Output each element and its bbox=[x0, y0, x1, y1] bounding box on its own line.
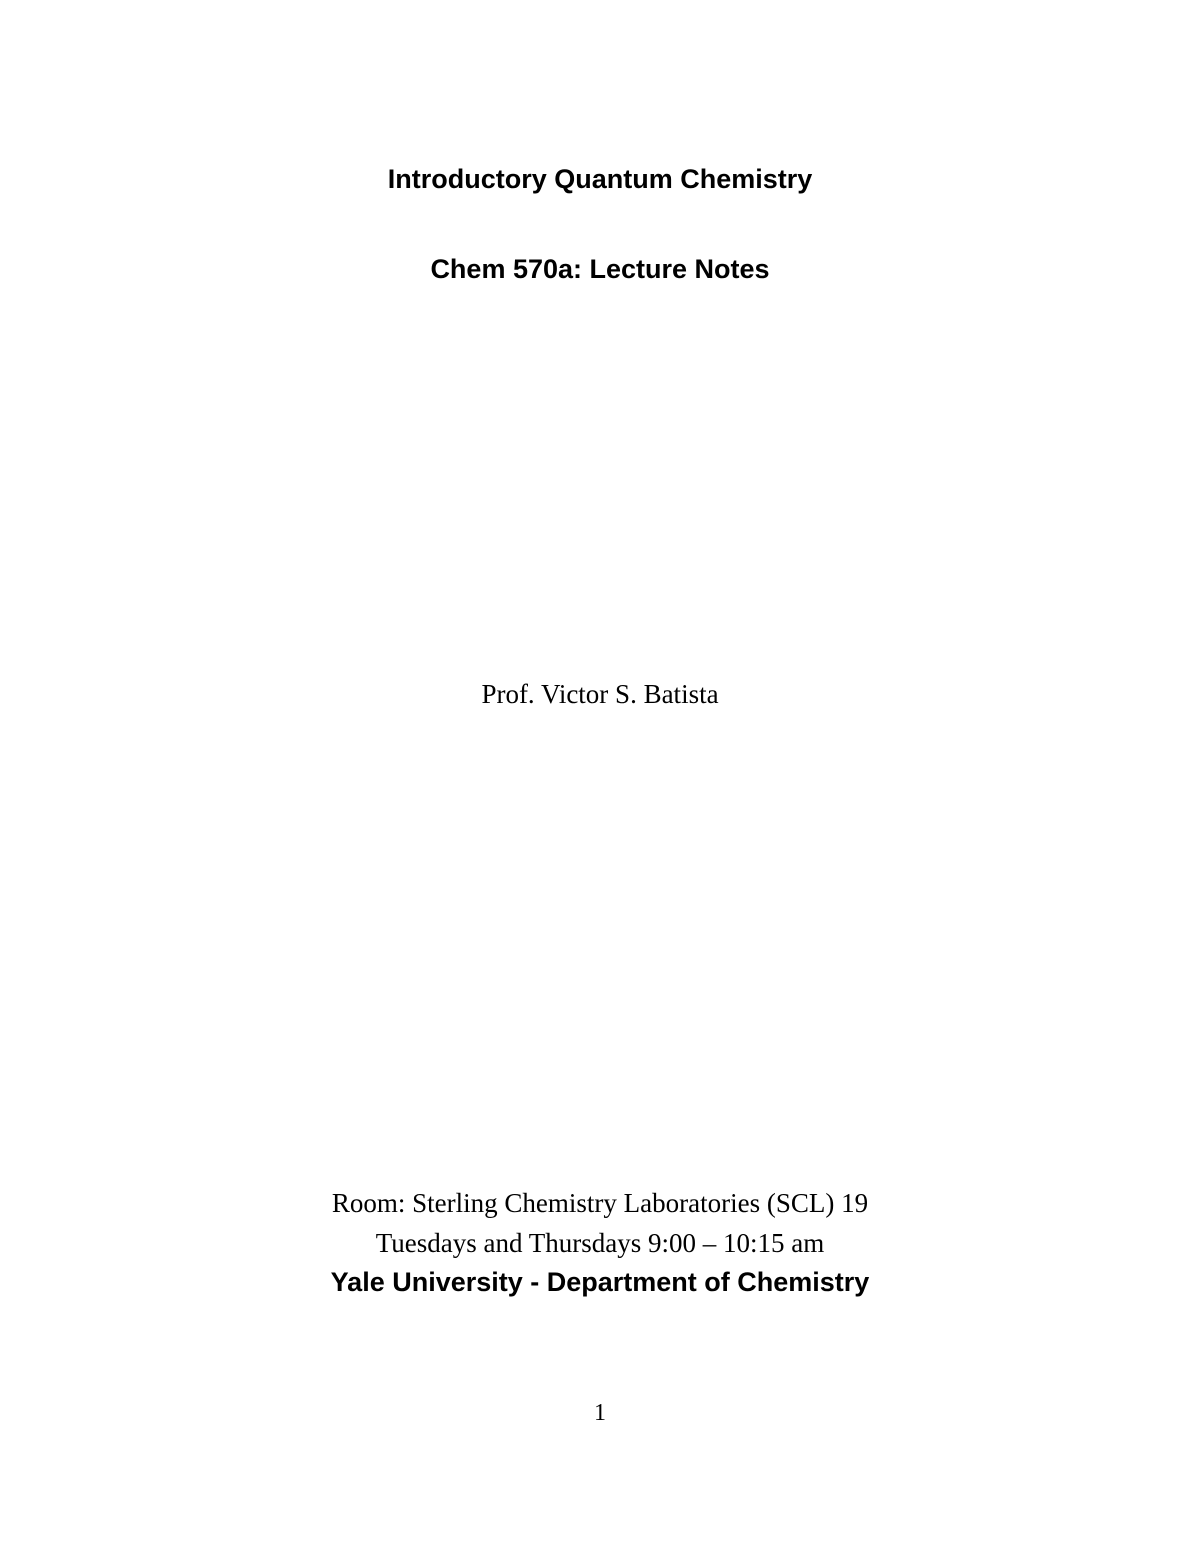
schedule-info: Tuesdays and Thursdays 9:00 – 10:15 am bbox=[375, 1228, 825, 1258]
room-info: Room: Sterling Chemistry Laboratories (SCL) 19 bbox=[331, 1188, 869, 1218]
page-number: 1 bbox=[594, 1400, 606, 1426]
document-subtitle: Chem 570a: Lecture Notes bbox=[430, 254, 770, 284]
author-name: Prof. Victor S. Batista bbox=[481, 679, 719, 709]
institution-name: Yale University - Department of Chemistry bbox=[330, 1267, 870, 1297]
document-title: Introductory Quantum Chemistry bbox=[387, 164, 813, 194]
